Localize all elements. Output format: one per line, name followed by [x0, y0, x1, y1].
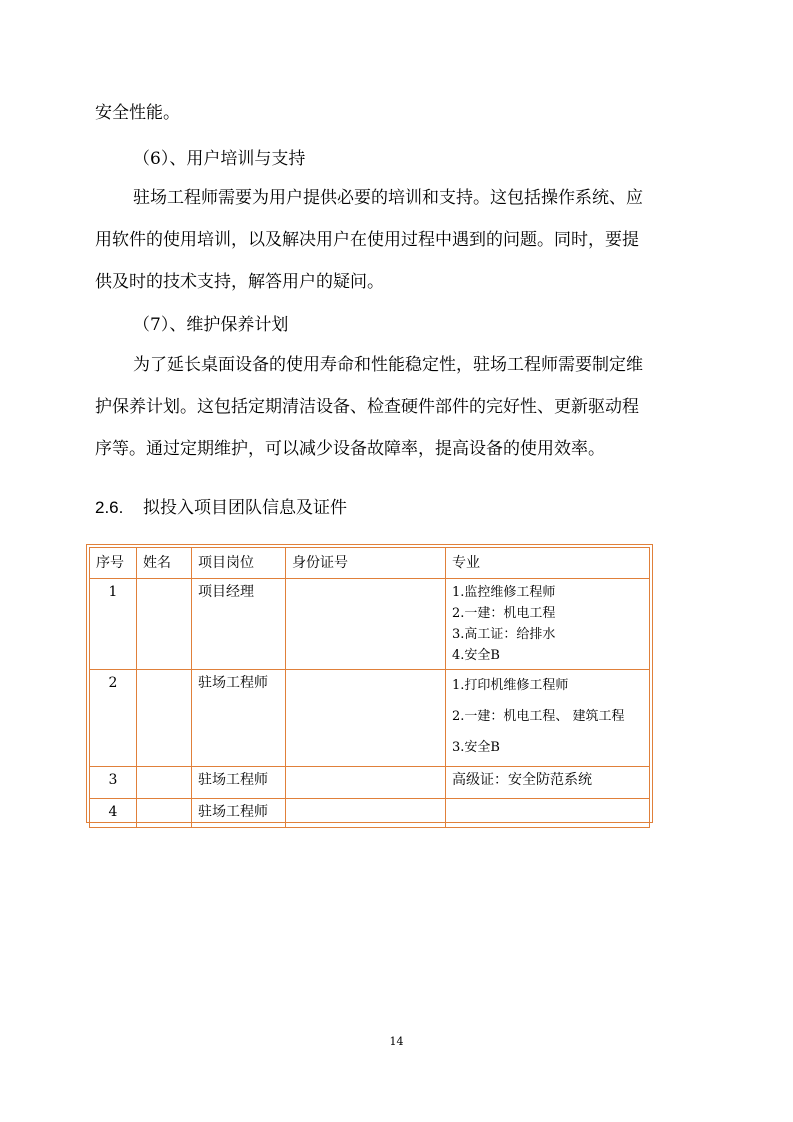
subheading-maintenance-plan: （7）、维护保养计划	[133, 315, 289, 335]
major-item: 1.打印机维修工程师	[452, 678, 569, 693]
cell-major	[446, 579, 650, 670]
cell-name	[137, 799, 192, 828]
cell-id	[286, 767, 446, 799]
cell-no: 1	[90, 579, 137, 670]
paragraph-line: 安全性能。	[95, 103, 180, 123]
team-table	[89, 547, 650, 828]
table-row	[90, 767, 650, 799]
cell-role: 驻场工程师	[192, 799, 286, 828]
major-item: 1.监控维修工程师	[452, 585, 556, 600]
cell-role: 项目经理	[192, 579, 286, 670]
cell-major	[446, 799, 650, 828]
cell-name	[137, 767, 192, 799]
table-row	[90, 799, 650, 828]
section-number: 2.6.	[95, 498, 124, 517]
major-item: 2.一建：机电工程	[452, 606, 556, 621]
cell-no: 4	[90, 799, 137, 828]
page-number: 14	[389, 1035, 404, 1048]
header-role: 项目岗位	[192, 548, 286, 579]
cell-major	[446, 670, 650, 767]
paragraph-line: 供及时的技术支持，解答用户的疑问。	[95, 272, 384, 292]
cell-name	[137, 579, 192, 670]
paragraph-line: 护保养计划。这包括定期清洁设备、检查硬件部件的完好性、更新驱动程	[95, 397, 639, 417]
major-item: 3.高工证：给排水	[452, 627, 556, 642]
paragraph-line: 序等。通过定期维护，可以减少设备故障率，提高设备的使用效率。	[95, 439, 605, 459]
cell-major	[446, 767, 650, 799]
paragraph-line: 驻场工程师需要为用户提供必要的培训和支持。这包括操作系统、应	[133, 188, 643, 208]
cell-name	[137, 670, 192, 767]
cell-role: 驻场工程师	[192, 670, 286, 767]
header-name: 姓名	[137, 548, 192, 579]
cell-no: 3	[90, 767, 137, 799]
cell-role: 驻场工程师	[192, 767, 286, 799]
header-no: 序号	[90, 548, 137, 579]
major-item: 4.安全B	[452, 648, 500, 663]
cell-id	[286, 799, 446, 828]
major-item: 3.安全B	[452, 740, 500, 755]
major-item: 高级证：安全防范系统	[452, 772, 592, 788]
table-header-row	[90, 548, 650, 579]
cell-id	[286, 579, 446, 670]
paragraph-line: 用软件的使用培训，以及解决用户在使用过程中遇到的问题。同时，要提	[95, 230, 639, 250]
cell-id	[286, 670, 446, 767]
header-id: 身份证号	[286, 548, 446, 579]
table-row	[90, 579, 650, 670]
section-title: 拟投入项目团队信息及证件	[143, 498, 347, 517]
table-row	[90, 670, 650, 767]
major-item: 2.一建：机电工程、 建筑工程	[452, 709, 625, 724]
section-heading	[95, 496, 347, 520]
cell-no: 2	[90, 670, 137, 767]
header-major: 专业	[446, 548, 650, 579]
paragraph-line: 为了延长桌面设备的使用寿命和性能稳定性，驻场工程师需要制定维	[133, 355, 643, 375]
subheading-user-training: （6）、用户培训与支持	[133, 149, 306, 169]
team-table-frame	[86, 544, 653, 823]
